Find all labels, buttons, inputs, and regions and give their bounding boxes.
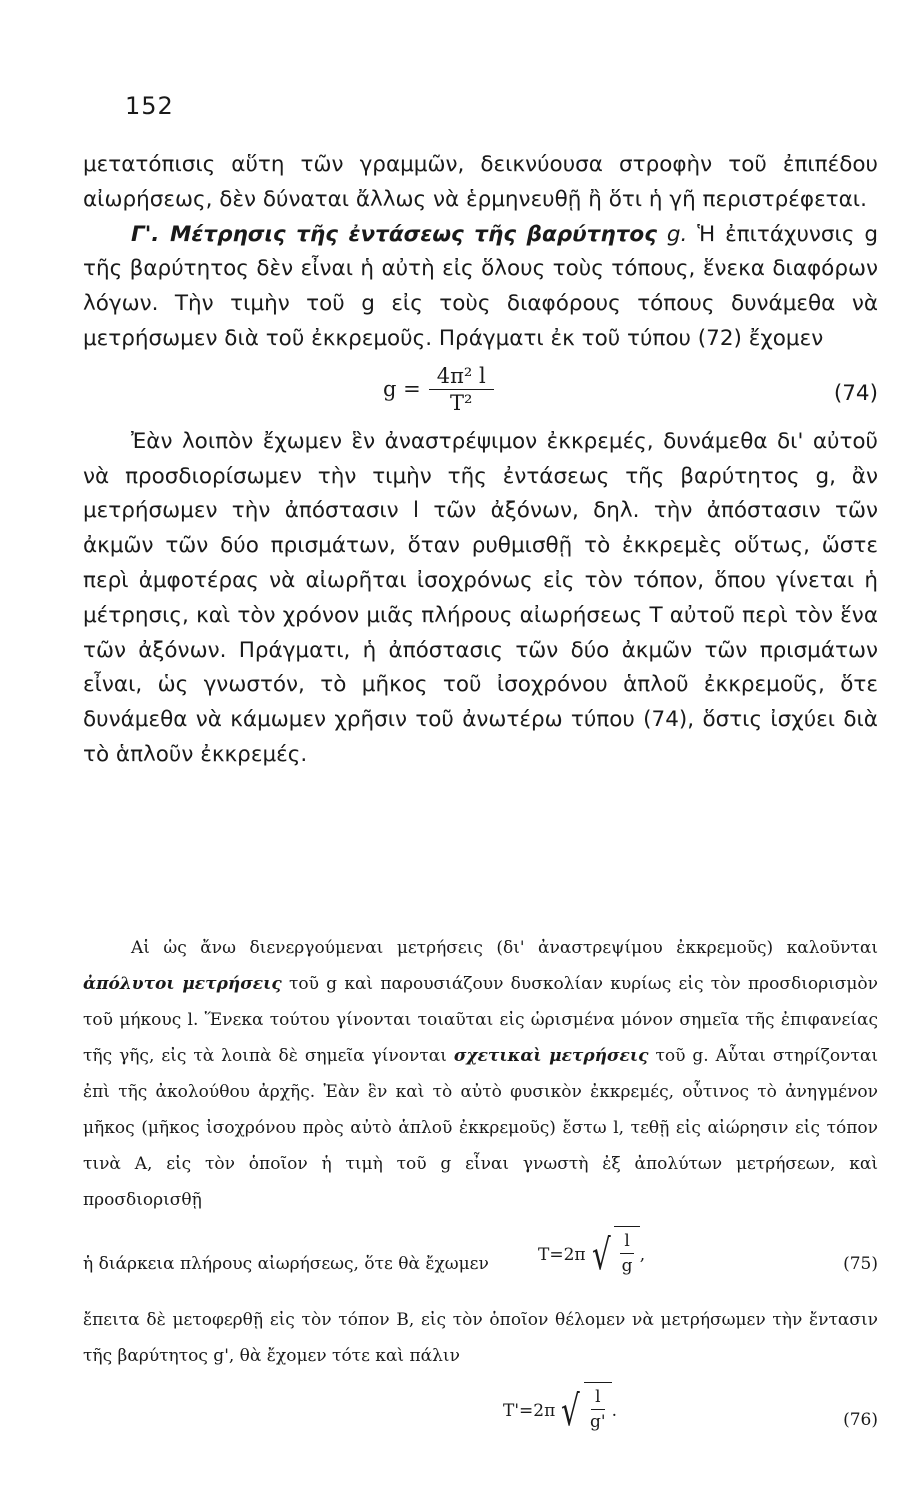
- equation-75-comma: ,: [639, 1245, 646, 1265]
- equation-76-lhs: T'=2π: [503, 1401, 556, 1421]
- equation-74-denominator: T²: [449, 390, 473, 415]
- section-heading: Γ'. Μέτρησις τῆς ἐντάσεως τῆς βαρύτητος: [131, 221, 657, 247]
- equation-75-lead-text: ἡ διάρκεια πλήρους αἰωρήσεως, ὅτε θὰ ἔχωμεν: [83, 1254, 489, 1274]
- equation-75-radical: [588, 1226, 640, 1284]
- small-paragraph-3: ἔπειτα δὲ μετοφερθῇ εἰς τὸν τόπον Β, εἰς τὸν ὁποῖον θέλομεν νὰ μετρήσωμεν τὴν ἔντασιν τῆς βαρύτητος g', θὰ ἔχομεν τότε καὶ πάλιν: [83, 1310, 878, 1366]
- paragraph-3: Ἐὰν λοιπὸν ἔχωμεν ἓν ἀναστρέψιμον ἐκκρεμές, δυνάμεθα δι' αὐτοῦ νὰ προσδιορίσωμεν τὴν τιμὴν τῆς ἐντάσεως τῆς βαρύτητος g, ἂν μετρήσωμεν τὴν ἀπόστασιν l τῶν ἀξόνων, δηλ. τὴν ἀπόστασιν τῶν ἀκμῶν τῶν δύο πρισμάτων, ὅταν ρυθμισθῇ τὸ ἐκκρεμὲς οὕτως, ὥστε περὶ ἀμφοτέρας νὰ αἰωρῆται ἰσοχρόνως εἰς τὸν τόπον, ὅπου γίνεται ἡ μέτρησις, καὶ τὸν χρόνον μιᾶς πλήρους αἰωρήσεως Τ αὐτοῦ περὶ τὸν ἕνα τῶν ἀξόνων. Πράγματι, ἡ ἀπόστασις τῶν δύο ἀκμῶν τῶν πρισμάτων εἶναι, ὡς γνωστόν, τὸ μῆκος τοῦ ἰσοχρόνου ἁπλοῦ ἐκκρεμοῦς, ὅτε δυνάμεθα νὰ κάμωμεν χρῆσιν τοῦ ἀνωτέρω τύπου (74), ὅστις ἰσχύει διὰ τὸ ἁπλοῦν ἐκκρεμές.: [83, 428, 878, 767]
- small-print-section: [83, 930, 878, 1458]
- paragraph-2: [83, 218, 878, 357]
- equation-74-lhs: g =: [383, 376, 421, 401]
- equation-74: [83, 363, 878, 421]
- page-number: 152: [125, 92, 174, 120]
- equation-74-formula: [383, 363, 494, 416]
- equation-76-denominator: g': [590, 1412, 606, 1432]
- equation-75-numerator: l: [620, 1229, 633, 1254]
- small-paragraph-1: [83, 930, 878, 1218]
- sqrt-symbol-icon: √: [561, 1386, 581, 1435]
- equation-75-label: (75): [843, 1254, 878, 1274]
- equation-75-radicand: [614, 1226, 639, 1284]
- small-text-span: Αἱ ὡς ἄνω διενεργούμεναι μετρήσεις (δι' ἀναστρεψίμου ἐκκρεμοῦς) καλοῦνται: [131, 938, 878, 958]
- sqrt-symbol-icon: √: [591, 1230, 611, 1279]
- equation-76-radical: [557, 1382, 611, 1440]
- small-text-span: τοῦ g. Αὗται στηρίζονται ἐπὶ τῆς ἀκολούθου ἀρχῆς. Ἐὰν ἓν καὶ τὸ αὐτὸ φυσικὸν ἐκκρεμές, οὗτινος τὸ ἀνηγμένον μῆκος (μῆκος ἰσοχρόνου πρὸς αὐτὸ ἁπλοῦ ἐκκρεμοῦς) ἔστω l, τεθῇ εἰς αἰώρησιν εἰς τόπον τινὰ Α, εἰς τὸν ὁποῖον ἡ τιμὴ τοῦ g εἶναι γνωστὴ ἐξ ἀπολύτων μετρήσεων, καὶ προσδιορισθῇ: [83, 1046, 879, 1210]
- equation-74-label: (74): [833, 380, 878, 406]
- bold-term-relative: σχετικαὶ μετρήσεις: [453, 1046, 649, 1066]
- equation-76-formula: [503, 1382, 617, 1440]
- equation-74-numerator: 4π² l: [429, 363, 494, 390]
- equation-76-radicand: [584, 1382, 612, 1440]
- bold-term-absolute: ἀπόλυτοι μετρήσεις: [83, 974, 282, 994]
- equation-75-formula: [538, 1226, 645, 1284]
- heading-symbol: g.: [666, 221, 688, 247]
- equation-76: [83, 1380, 878, 1452]
- equation-76-label: (76): [843, 1410, 878, 1430]
- paragraph-2-text: Ἡ ἐπιτάχυνσις g τῆς βαρύτητος δὲν εἶναι ἡ αὐτὴ εἰς ὅλους τοὺς τόπους, ἕνεκα διαφόρων λόγων. Τὴν τιμὴν τοῦ g εἰς τοὺς διαφόρους τόπους δυνάμεθα νὰ μετρήσωμεν διὰ τοῦ ἐκκρεμοῦς. Πράγματι ἐκ τοῦ τύπου (72) ἔχομεν: [83, 221, 878, 351]
- small-text-span: τοῦ g καὶ παρουσιάζουν δυσκολίαν κυρίως εἰς τὸν προσδιορισμὸν τοῦ μήκους l. Ἕνεκα τούτου γίνονται τοιαῦται εἰς ὡρισμένα μόνον σημεῖα τῆς ἐπιφανείας τῆς γῆς, εἰς τὰ λοιπὰ δὲ σημεῖα γίνονται: [83, 974, 878, 1066]
- equation-75-denominator: g: [621, 1256, 633, 1276]
- main-body: [83, 148, 878, 773]
- equation-74-fraction: [429, 363, 494, 416]
- equation-76-dot: .: [611, 1401, 617, 1421]
- equation-75-lhs: T=2π: [538, 1245, 586, 1265]
- equation-75: [83, 1224, 878, 1296]
- paragraph-1: μετατόπισις αὕτη τῶν γραμμῶν, δεικνύουσα στροφὴν τοῦ ἐπιπέδου αἰωρήσεως, δὲν δύναται ἄλλως νὰ ἑρμηνευθῇ ἢ ὅτι ἡ γῆ περιστρέφεται.: [83, 152, 878, 212]
- equation-76-numerator: l: [591, 1385, 604, 1410]
